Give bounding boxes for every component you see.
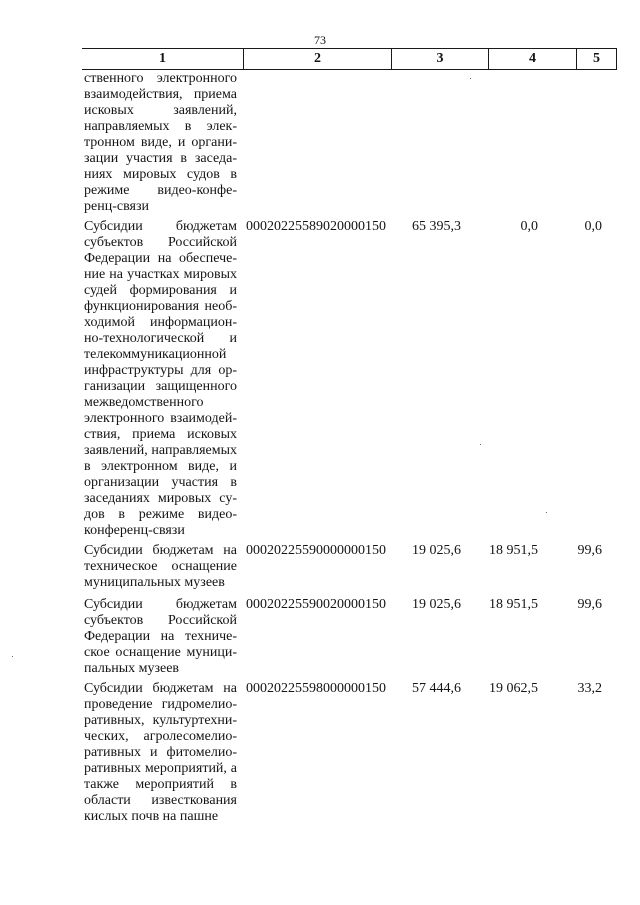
description-line: Федерации на техниче- <box>84 629 237 644</box>
description-line: ративных мероприятий, а <box>84 761 237 776</box>
description-line: заседаниях мировых су- <box>84 491 237 506</box>
scan-speck <box>470 78 471 79</box>
row-description <box>84 597 237 677</box>
description-line: ское оснащение муници- <box>84 645 237 660</box>
description-line: конференц-связи <box>84 523 185 538</box>
description-line: ниях мировых судов в <box>84 167 237 182</box>
row-value-col3: 57 444,6 <box>412 681 461 696</box>
description-line: ганизации защищенного <box>84 379 237 394</box>
row-description <box>84 681 237 825</box>
description-line: исковых заявлений, <box>84 103 237 118</box>
description-line: Субсидии бюджетам <box>84 219 237 234</box>
description-line: кислых почв на пашне <box>84 809 219 824</box>
description-line: техническое оснащение <box>84 559 237 574</box>
description-line: субъектов Российской <box>84 235 237 250</box>
description-line: взаимодействия, приема <box>84 87 237 102</box>
row-value-col5: 0,0 <box>584 219 602 234</box>
column-divider <box>616 48 617 70</box>
row-value-col5: 33,2 <box>577 681 602 696</box>
column-header-3: 3 <box>436 51 444 66</box>
description-line: Федерации на обеспече- <box>84 251 237 266</box>
column-header-1: 1 <box>159 51 166 66</box>
description-line: режиме видео-конфе- <box>84 183 237 198</box>
description-line: межведомственного <box>84 395 204 410</box>
description-line: организации участия в <box>84 475 237 490</box>
description-line: субъектов Российской <box>84 613 237 628</box>
scan-speck <box>546 512 547 513</box>
description-line: муниципальных музеев <box>84 575 225 590</box>
description-line: также мероприятий в <box>84 777 237 792</box>
page-number: 73 <box>314 33 326 47</box>
row-value-col5: 99,6 <box>577 543 602 558</box>
row-code: 00020225590020000150 <box>246 597 386 612</box>
description-line: электронного взаимодей- <box>84 411 237 426</box>
row-value-col3: 19 025,6 <box>412 543 461 558</box>
description-line: но-технологической и <box>84 331 237 346</box>
description-line: заявлений, направляемых <box>84 443 237 458</box>
header-bottom-rule <box>82 69 617 70</box>
description-line: Субсидии бюджетам на <box>84 681 237 696</box>
row-value-col4: 0,0 <box>520 219 538 234</box>
row-value-col4: 19 062,5 <box>489 681 538 696</box>
description-line: ративных, культуртехни- <box>84 713 237 728</box>
description-line: ративных и фитомелио- <box>84 745 237 760</box>
row-code: 00020225590000000150 <box>246 543 386 558</box>
row-code: 00020225589020000150 <box>246 219 386 234</box>
row-description <box>84 219 237 539</box>
row-value-col4: 18 951,5 <box>489 597 538 612</box>
description-line: телекоммуникационной <box>84 347 227 362</box>
row-code: 00020225598000000150 <box>246 681 386 696</box>
row-value-col5: 99,6 <box>577 597 602 612</box>
description-line: ческих, агролесомелио- <box>84 729 237 744</box>
description-line: дов в режиме видео- <box>84 507 237 522</box>
scan-speck <box>12 656 13 657</box>
description-line: ходимой информацион- <box>84 315 237 330</box>
row-value-col3: 65 395,3 <box>412 219 461 234</box>
row-description <box>84 71 237 215</box>
description-line: зации участия в заседа- <box>84 151 237 166</box>
description-line: судей формирования и <box>84 283 237 298</box>
description-line: Субсидии бюджетам на <box>84 543 237 558</box>
description-line: функционирования необ- <box>84 299 237 314</box>
scan-speck <box>480 444 481 445</box>
description-line: ренц-связи <box>84 199 149 214</box>
column-header-4: 4 <box>529 51 536 66</box>
description-line: Субсидии бюджетам <box>84 597 237 612</box>
description-line: направляемых в элек- <box>84 119 237 134</box>
description-line: проведение гидромелио- <box>84 697 237 712</box>
description-line: инфраструктуры для ор- <box>84 363 237 378</box>
row-value-col3: 19 025,6 <box>412 597 461 612</box>
row-description <box>84 543 237 591</box>
column-header-5: 5 <box>593 51 600 66</box>
description-line: ствия, приема исковых <box>84 427 237 442</box>
column-header-2: 2 <box>314 51 321 66</box>
description-line: ственного электронного <box>84 71 237 86</box>
description-line: области известкования <box>84 793 237 808</box>
description-line: тронном виде, и органи- <box>84 135 237 150</box>
row-value-col4: 18 951,5 <box>489 543 538 558</box>
description-line: в электронном виде, и <box>84 459 237 474</box>
description-line: пальных музеев <box>84 661 180 676</box>
description-line: ние на участках мировых <box>84 267 237 282</box>
